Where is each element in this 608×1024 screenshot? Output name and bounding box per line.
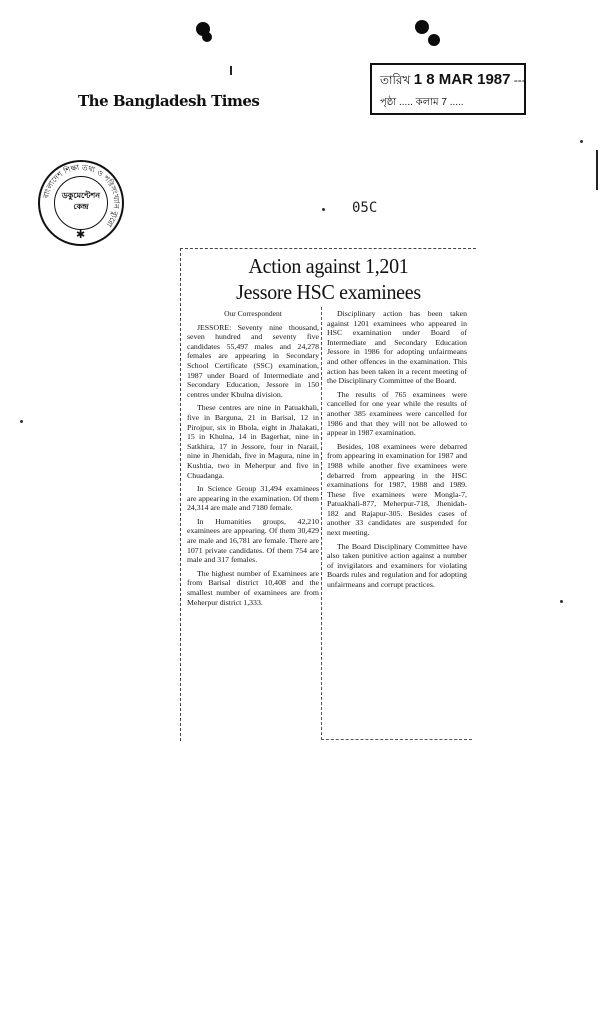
right-paragraph: The results of 765 examinees were cancelled for one year while the results of another 385 examinees were cancelled for 1986 and that they will not be allowed to appear in 1987 examination. [327,389,467,438]
newspaper-masthead: The Bangladesh Times [78,92,260,110]
punch-hole-right-lower [428,34,440,46]
seal-center [56,190,106,212]
punch-hole-left-lower [202,32,212,42]
right-paragraph: Disciplinary action has been taken against 1201 examinees who appeared in HSC examination under Board of Intermediate and Secondary Education Jessore in 1986 for adopting unfairmeans and other offences in the examination. This action has been taken in a recent meeting of the Disciplinary Committee of the Board. [327,309,467,386]
article-right-column [327,309,467,594]
column-value: কলাম 7 [415,97,447,108]
scan-edge-mark [596,150,598,190]
headline-line2: Jessore HSC examinees [236,280,421,304]
date-stamp-date-row [380,71,526,92]
documentation-centre-seal [38,160,124,246]
article-left-column [187,309,319,611]
left-paragraph: In Science Group 31,494 examinees are appearing in the examination. Of them 24,314 are male and 7180 female. [187,484,319,513]
seal-ring-label: বাংলাদেশ শিক্ষা তথ্য ও পরিসংখ্যান ব্যুরো [41,162,122,229]
left-paragraph: These centres are nine in Patuakhali, five in Barguna, 21 in Barisal, 12 in Pirojpur, six in Bhola, eight in Jhalakati, 15 in Khulna, 14 in Bagerhat, nine in Satkhira, 17 in Jessore, four in Narail, nine in Jhenidah, five in Magura, nine in Kushtia, two in Meherpur and five in Chuadanga. [187,403,319,480]
speck [560,600,563,603]
seal-center-line1: ডকুমেন্টেশন [61,191,101,200]
punch-hole-right [415,20,429,34]
date-stamp-page-row [380,95,464,112]
star-icon: ✱ [76,229,86,241]
page-dots: ..... [398,97,416,108]
date-value: 1 8 MAR 1987 [413,71,511,88]
speck [580,140,583,143]
left-paragraph: In Humanities groups, 42,210 examinees are appearing. Of them 30,429 are male and 16,781 are female. There are 1071 private candidates. Of them 754 are male and 317 females. [187,516,319,565]
column-dots: ..... [449,97,464,108]
date-label: তারিখ [380,73,411,87]
seal-center-line2: কেন্দ্র [73,202,89,211]
right-paragraph: Besides, 108 examinees were debarred from appearing in examination for 1987 and 1988 while another five examinees were debarred from appearing in the HSC examinations for 1987, 1988 and 1989. These five examinees were Mongla-7, Patuakhali-877, Meherpur-718, Jhenidah-182 and Rajapur-305. Besides cases of another 33 candidates are suspended for next meeting. [327,441,467,538]
newspaper-clipping [180,248,476,741]
right-paragraph: The Board Disciplinary Committee have also taken punitive action against a number of invigilators and examiners for violating Boards rules and regulation and for adopting unfairmeans and corrupt practices. [327,541,467,590]
speck [20,420,23,423]
article-headline [188,253,468,305]
left-paragraph: The highest number of Examinees are from Barisal district 10,408 and the smallest number of examinees are from Meherpur district 1,333. [187,568,319,607]
headline-line1: Action against 1,201 [248,254,409,278]
margin-mark [230,66,232,75]
date-stamp [370,63,526,115]
page-label: পৃষ্ঠা [380,97,397,108]
page-code: 05C [352,200,378,216]
speck [322,208,325,211]
left-paragraph: JESSORE: Seventy nine thousand, seven hundred and seventy five candidates 55,497 males and 24,278 females are appearing in Secondary School Certificate (SSC) examination, 1987 under Board of Intermediate and Secondary Education, Jessore in 150 centres under Khulna division. [187,322,319,399]
date-dashes: --- [513,73,526,87]
article-byline: Our Correspondent [224,309,282,318]
